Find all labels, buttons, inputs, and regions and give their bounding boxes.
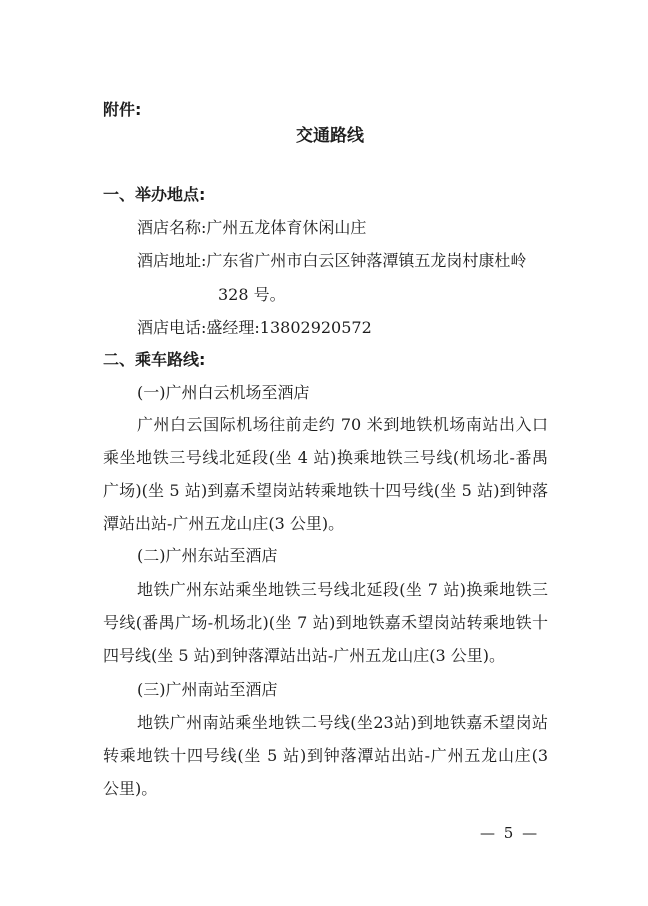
- route-airport-line: 广场)(坐 5 站)到嘉禾望岗站转乘地铁十四号线(坐 5 站)到钟落: [103, 481, 548, 500]
- hotel-address-row: [137, 250, 526, 272]
- hotel-address-value: 广东省广州市白云区钟落潭镇五龙岗村康杜岭: [206, 251, 527, 270]
- hotel-phone-row: [137, 317, 372, 339]
- hotel-address-continuation: 328 号。: [218, 285, 286, 304]
- route-east-line: 地铁广州东站乘坐地铁三号线北延段(坐 7 站)换乘地铁三: [137, 580, 548, 599]
- route-east-title: (二)广州东站至酒店: [137, 546, 278, 565]
- route-east-line: 号线(番禺广场-机场北)(坐 7 站)到地铁嘉禾望岗站转乘地铁十: [103, 613, 548, 632]
- route-airport-line: 潭站出站-广州五龙山庄(3 公里)。: [103, 514, 345, 533]
- route-south-line: 转乘地铁十四号线(坐 5 站)到钟落潭站出站-广州五龙山庄(3: [103, 746, 548, 765]
- routes-heading: 二、乘车路线:: [103, 350, 206, 369]
- route-east-line: 四号线(坐 5 站)到钟落潭站出站-广州五龙山庄(3 公里)。: [103, 646, 505, 665]
- route-airport-line: 广州白云国际机场往前走约 70 米到地铁机场南站出入口: [137, 415, 548, 434]
- hotel-name-label: 酒店名称:: [137, 218, 207, 237]
- venue-heading: 一、举办地点:: [103, 185, 206, 204]
- page-number: — 5 —: [480, 824, 540, 842]
- route-airport-line: 乘坐地铁三号线北延段(坐 4 站)换乘地铁三号线(机场北-番禺: [103, 448, 548, 467]
- hotel-address-label: 酒店地址:: [137, 251, 207, 270]
- hotel-name-value: 广州五龙体育休闲山庄: [206, 218, 367, 237]
- route-south-line: 公里)。: [103, 779, 158, 798]
- route-south-title: (三)广州南站至酒店: [137, 680, 278, 699]
- hotel-phone-value: 盛经理:13802920572: [206, 318, 372, 337]
- hotel-phone-label: 酒店电话:: [137, 318, 207, 337]
- page-title: 交通路线: [296, 126, 364, 146]
- attachment-label: 附件:: [103, 100, 142, 119]
- route-south-line: 地铁广州南站乘坐地铁二号线(坐23站)到地铁嘉禾望岗站: [137, 713, 548, 732]
- route-airport-title: (一)广州白云机场至酒店: [137, 383, 310, 402]
- hotel-name-row: [137, 217, 366, 239]
